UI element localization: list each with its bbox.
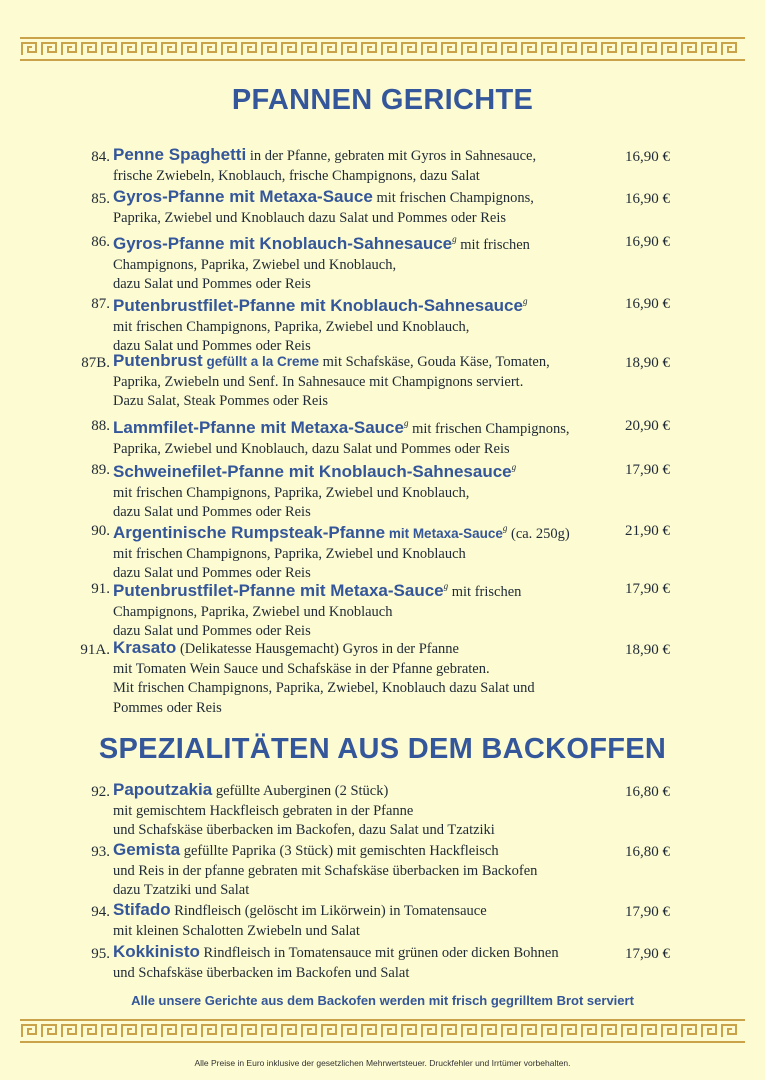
item-description-line: dazu Salat und Pommes oder Reis — [113, 565, 311, 581]
item-name: Putenbrustfilet-Pfanne mit Metaxa-Sauce — [113, 581, 444, 600]
item-description-first-line: gefüllte Auberginen (2 Stück) — [212, 783, 389, 799]
item-name: Papoutzakia — [113, 780, 213, 799]
item-description-first-line: in der Pfanne, gebraten mit Gyros in Sahnesauce, — [246, 148, 537, 164]
item-price: 18,90 € — [625, 642, 670, 658]
item-price: 17,90 € — [625, 904, 670, 920]
item-number: 93. — [91, 844, 110, 860]
section-title-backoffen: SPEZIALITÄTEN AUS DEM BACKOFFEN — [98, 733, 667, 765]
item-description-line: Pommes oder Reis — [113, 699, 222, 716]
item-name: Schweinefilet-Pfanne mit Knoblauch-Sahnesauce — [113, 462, 512, 481]
item-number: 85. — [91, 191, 110, 207]
item-number: 87B. — [81, 355, 110, 371]
item-name: Putenbrustfilet-Pfanne mit Knoblauch-Sahnesauce — [113, 296, 523, 315]
item-price: 16,90 € — [625, 191, 670, 207]
item-description-line: mit frischen Champignons, Paprika, Zwiebel und Knoblauch, — [113, 484, 470, 501]
item-name: Argentinische Rumpsteak-Pfanne — [113, 523, 386, 542]
item-subtitle: gefüllt a la Creme — [202, 354, 320, 369]
item-description-line: und Schafskäse überbacken im Backofen, dazu Salat und Tzatziki — [113, 822, 495, 838]
allergen-marker: g — [403, 418, 409, 428]
item-price: 20,90 € — [625, 418, 670, 434]
item-description-line: dazu Salat und Pommes oder Reis — [113, 504, 311, 520]
item-description-first-line: gefüllte Paprika (3 Stück) mit gemischten Hackfleisch — [180, 843, 499, 859]
item-name: Gyros-Pfanne mit Metaxa-Sauce — [113, 187, 373, 206]
item-description — [113, 577, 613, 642]
allergen-marker: g — [511, 462, 517, 472]
item-description-first-line: (ca. 250g) — [507, 526, 570, 542]
allergen-marker: g — [502, 523, 508, 533]
item-description-first-line: mit frischen — [448, 584, 522, 600]
item-description-line: Paprika, Zwiebel und Knoblauch dazu Salat und Pommes oder Reis — [113, 209, 507, 226]
footer-disclaimer: Alle Preise in Euro inklusive der gesetzlichen Mehrwertsteuer. Druckfehler und Irrtümer vorbehalten. — [194, 1058, 571, 1068]
item-price: 16,90 € — [625, 296, 670, 312]
item-number: 92. — [91, 784, 110, 800]
item-description-line: dazu Tzatziki und Salat — [113, 882, 250, 898]
item-price: 16,80 € — [625, 844, 670, 860]
item-name: Gemista — [113, 840, 181, 859]
item-name: Penne Spaghetti — [113, 145, 247, 164]
item-description-line: Champignons, Paprika, Zwiebel und Knoblauch, — [113, 256, 397, 273]
section-title-pfannen: PFANNEN GERICHTE — [231, 84, 534, 116]
item-description-line: dazu Salat und Pommes oder Reis — [113, 623, 311, 639]
item-description — [113, 942, 613, 983]
item-description-line: mit kleinen Schalotten Zwiebeln und Salat — [113, 922, 360, 939]
item-description-line: Paprika, Zwiebel und Knoblauch, dazu Salat und Pommes oder Reis — [113, 440, 510, 457]
item-name: Stifado — [113, 900, 171, 919]
item-description-line: mit frischen Champignons, Paprika, Zwiebel und Knoblauch — [113, 545, 466, 562]
closing-note: Alle unsere Gerichte aus dem Backofen werden mit frisch gegrilltem Brot serviert — [131, 993, 634, 1008]
allergen-marker: g — [452, 234, 457, 244]
item-name: Krasato — [113, 638, 177, 657]
item-description-first-line: mit frischen — [456, 237, 530, 253]
item-name: Kokkinisto — [113, 942, 200, 961]
item-price: 18,90 € — [625, 355, 670, 371]
item-price: 16,80 € — [625, 784, 670, 800]
item-description — [113, 351, 613, 412]
item-description — [113, 145, 613, 186]
item-description — [113, 519, 613, 584]
item-name: Putenbrust — [113, 351, 203, 370]
allergen-marker: g — [443, 581, 449, 591]
item-description-first-line: mit Schafskäse, Gouda Käse, Tomaten, — [319, 354, 550, 370]
item-name: Gyros-Pfanne mit Knoblauch-Sahnesauce — [113, 234, 453, 253]
item-description — [113, 900, 613, 941]
item-description — [113, 458, 613, 523]
item-description-line: frische Zwiebeln, Knoblauch, frische Champignons, dazu Salat — [113, 167, 480, 184]
allergen-marker: g — [522, 296, 528, 306]
item-number: 89. — [91, 462, 110, 478]
item-description-line: und Schafskäse überbacken im Backofen und Salat — [113, 964, 410, 981]
item-price: 17,90 € — [625, 581, 670, 597]
item-number: 91. — [91, 581, 110, 597]
item-price: 21,90 € — [625, 523, 670, 539]
item-number: 90. — [91, 523, 110, 539]
item-description-line: Paprika, Zwiebeln und Senf. In Sahnesauce mit Champignons serviert. — [113, 373, 524, 390]
item-description-first-line: Rindfleisch (gelöscht im Likörwein) in Tomatensauce — [170, 903, 487, 919]
item-description — [113, 780, 613, 841]
item-description — [113, 292, 613, 357]
item-number: 87. — [91, 296, 110, 312]
item-description-first-line: Rindfleisch in Tomatensauce mit grünen oder dicken Bohnen — [199, 945, 559, 961]
item-description-line: Champignons, Paprika, Zwiebel und Knoblauch — [113, 603, 393, 620]
item-description-line: und Reis in der pfanne gebraten mit Schafskäse überbacken im Backofen — [113, 862, 538, 879]
item-description-line: mit gemischtem Hackfleisch gebraten in der Pfanne — [113, 802, 414, 819]
item-description — [113, 840, 613, 901]
item-description-first-line: mit frischen Champignons, — [372, 190, 534, 206]
item-price: 16,90 € — [625, 149, 670, 165]
item-number: 88. — [91, 418, 110, 434]
item-description-first-line: mit frischen Champignons, — [408, 421, 570, 437]
item-description — [113, 187, 613, 228]
item-description-line: mit frischen Champignons, Paprika, Zwiebel und Knoblauch, — [113, 318, 470, 335]
item-price: 17,90 € — [625, 946, 670, 962]
item-number: 95. — [91, 946, 110, 962]
item-number: 91A. — [80, 642, 110, 658]
item-number: 84. — [91, 149, 110, 165]
greek-key-border-bottom — [20, 1019, 745, 1043]
item-description — [113, 638, 613, 718]
item-price: 16,90 € — [625, 234, 670, 250]
item-description-line: Dazu Salat, Steak Pommes oder Reis — [113, 393, 329, 409]
item-price: 17,90 € — [625, 462, 670, 478]
greek-key-border-top — [20, 37, 745, 61]
item-description-first-line: (Delikatesse Hausgemacht) Gyros in der Pfanne — [176, 641, 459, 657]
item-subtitle: mit Metaxa-Sauce — [385, 526, 503, 541]
item-description-line: Mit frischen Champignons, Paprika, Zwiebel, Knoblauch dazu Salat und — [113, 680, 535, 696]
item-number: 86. — [91, 234, 110, 250]
item-description-line: mit Tomaten Wein Sauce und Schafskäse in der Pfanne gebraten. — [113, 660, 490, 677]
item-name: Lammfilet-Pfanne mit Metaxa-Sauce — [113, 418, 404, 437]
item-description-line: dazu Salat und Pommes oder Reis — [113, 276, 311, 292]
item-number: 94. — [91, 904, 110, 920]
item-description-line: dazu Salat und Pommes oder Reis — [113, 338, 311, 354]
item-description — [113, 230, 613, 295]
item-description — [113, 414, 613, 459]
